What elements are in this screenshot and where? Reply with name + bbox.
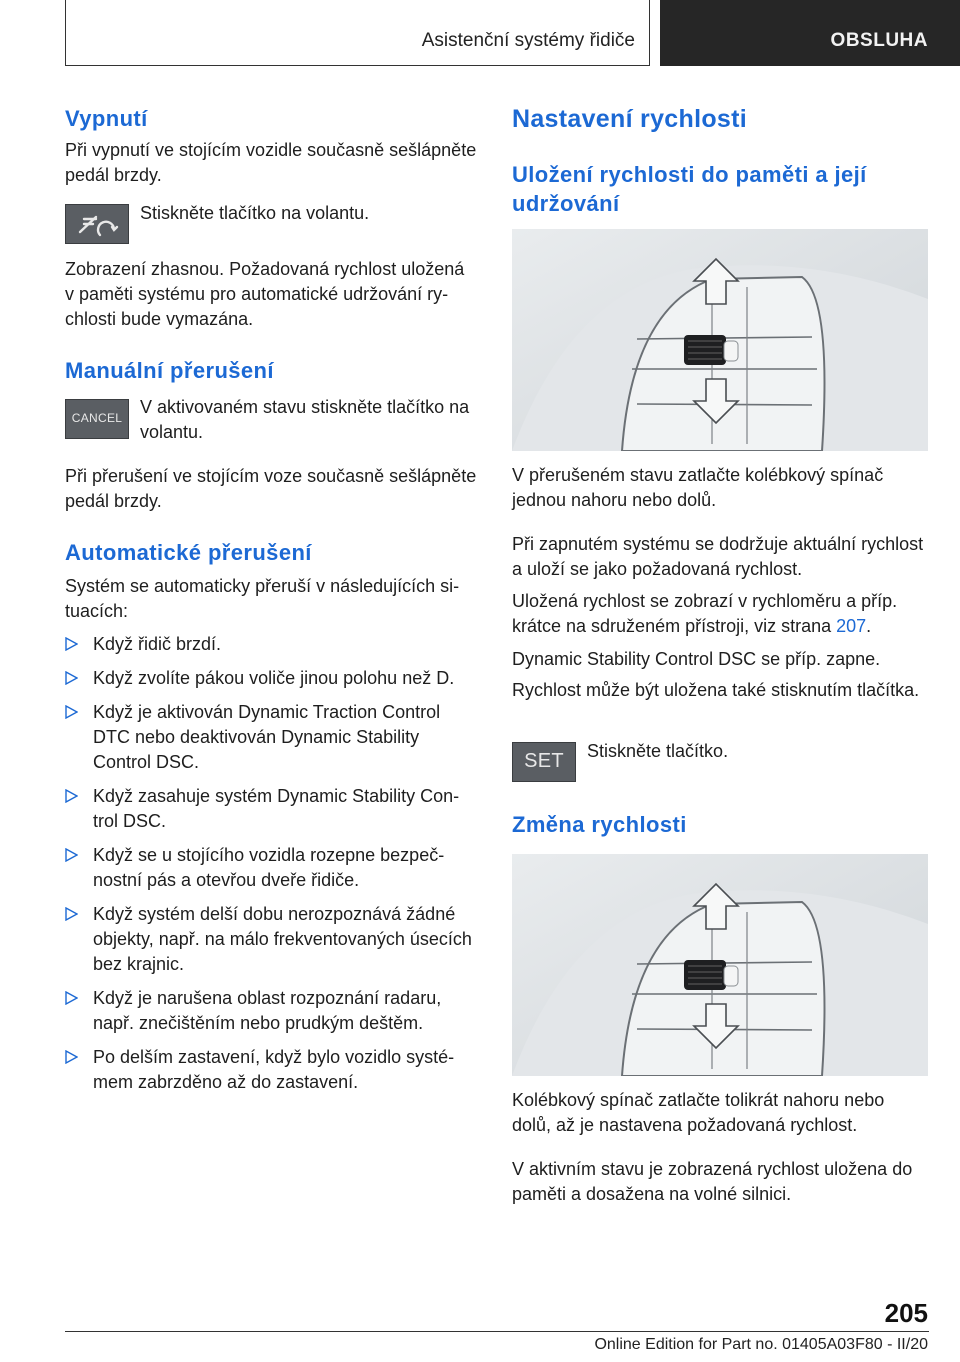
header-chapter-tab [660, 0, 960, 66]
zmena-p2: V aktivním stavu je zobrazená rychlost uložena do paměti a dosažena na volné silnici. [512, 1159, 913, 1204]
header-section-title: Asistenční systémy řidiče [421, 30, 635, 51]
speed-control-icon [65, 204, 129, 244]
list-item: Když zasahuje systém Dynamic Stability Control DSC. [65, 784, 477, 834]
heading-vypnuti: Vypnutí [65, 106, 148, 131]
zmena-p1: Kolébkový spínač zatlačte tolikrát nahoru nebo dolů, až je nastavena požadovaná rychlost. [512, 1090, 885, 1135]
ulozeni-p5: Rychlost může být uložena také stisknutím tlačítka. [512, 680, 920, 700]
heading-nastaveni-rychlosti: Nastavení rychlosti [512, 105, 747, 133]
header-chapter-label: OBSLUHA [830, 30, 928, 51]
heading-zmena-rychlosti: Změna rychlosti [512, 812, 687, 837]
ulozeni-p2: Při zapnutém systému se dodržuje aktuální rychlost a uloží se jako požadovaná rychlost. [512, 534, 924, 579]
ulozeni-icon-caption: Stiskněte tlačítko. [587, 741, 729, 761]
list-item: Když je narušena oblast rozpoznání radaru, např. znečištěním nebo prudkým deštěm. [65, 986, 477, 1036]
triangle-bullet-icon [65, 637, 78, 651]
triangle-bullet-icon [65, 907, 78, 921]
list-item: Když systém delší dobu nerozpoznává žádné objekty, např. na málo frekventovaných úsecích bez krajnic. [65, 902, 477, 977]
page-number: 205 [884, 1298, 928, 1328]
automaticke-intro: Systém se automaticky přeruší v následujících situacích: [65, 576, 460, 621]
cancel-label: CANCEL [71, 411, 123, 425]
automaticke-list [65, 632, 477, 1104]
steering-wheel-rocker-switch-image-2 [512, 854, 928, 1076]
triangle-bullet-icon [65, 789, 78, 803]
triangle-bullet-icon [65, 848, 78, 862]
list-item: Když se u stojícího vozidla rozepne bezpečnostní pás a otevřou dveře řidiče. [65, 843, 477, 893]
list-item: Když je aktivován Dynamic Traction Control DTC nebo deaktivován Dynamic Stability Control DSC. [65, 700, 477, 775]
page-207-link[interactable]: 207 [836, 616, 867, 636]
triangle-bullet-icon [65, 671, 78, 685]
ulozeni-p1: V přerušeném stavu zatlačte kolébkový spínač jednou nahoru nebo dolů. [512, 465, 884, 510]
set-button-icon [512, 742, 576, 782]
list-item: Po delším zastavení, když bylo vozidlo systémem zabrzděno až do zastavení. [65, 1045, 477, 1095]
vypnuti-icon-caption: Stiskněte tlačítko na volantu. [140, 203, 370, 223]
heading-automaticke-preruseni: Automatické přerušení [65, 540, 312, 565]
ulozeni-p4: Dynamic Stability Control DSC se příp. zapne. [512, 649, 881, 669]
manualni-after: Při přerušení ve stojícím voze současně sešlápněte pedál brzdy. [65, 466, 477, 511]
heading-manualni-preruseni: Manuální přerušení [65, 358, 274, 383]
triangle-bullet-icon [65, 1050, 78, 1064]
heading-ulozeni-rychlosti: Uložení rychlosti do paměti a její udržování [512, 162, 867, 216]
header-section-box [65, 0, 650, 66]
cancel-button-icon [65, 399, 129, 439]
manualni-icon-caption: V aktivovaném stavu stiskněte tlačítko na volantu. [140, 397, 470, 442]
set-label: SET [524, 750, 564, 772]
steering-wheel-rocker-switch-image [512, 229, 928, 451]
footer-divider [65, 1331, 929, 1332]
ulozeni-p3: Uložená rychlost se zobrazí v rychloměru a příp. krátce na sdruženém přístroji, viz strana 207. [512, 591, 898, 636]
triangle-bullet-icon [65, 705, 78, 719]
list-item: Když zvolíte pákou voliče jinou polohu než D. [65, 666, 477, 691]
vypnuti-intro: Při vypnutí ve stojícím vozidle současně sešlápněte pedál brzdy. [65, 140, 477, 185]
footer-edition: Online Edition for Part no. 01405A03F80 - II/20 [594, 1336, 928, 1353]
vypnuti-after: Zobrazení zhasnou. Požadovaná rychlost uložená v paměti systému pro automatické udržování rychlosti bude vymazána. [65, 259, 465, 329]
triangle-bullet-icon [65, 991, 78, 1005]
list-item: Když řidič brzdí. [65, 632, 477, 657]
